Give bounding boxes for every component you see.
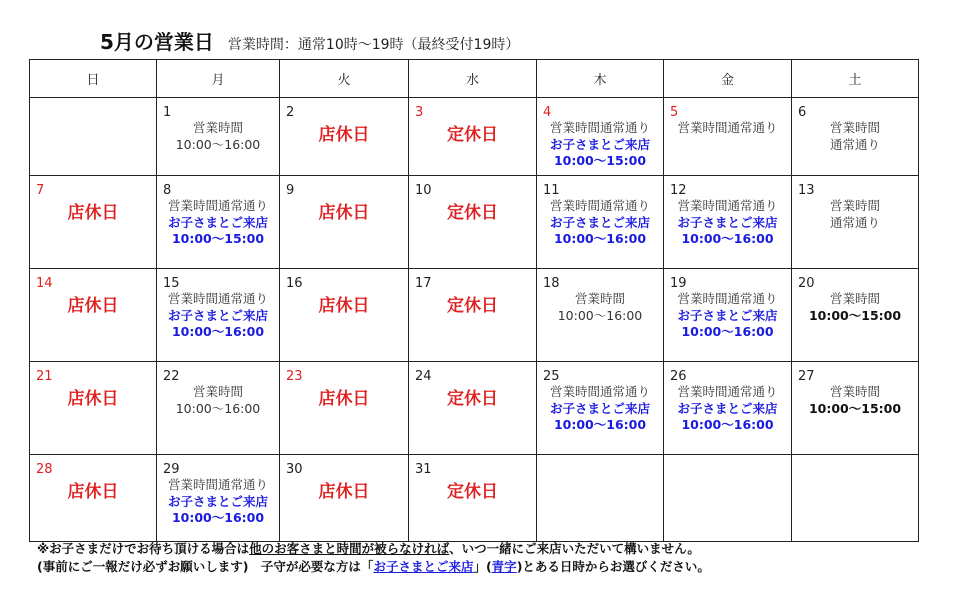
weekday-header-row bbox=[30, 60, 919, 98]
calendar-day-cell bbox=[409, 176, 537, 269]
hours-line: 通常通り bbox=[829, 136, 880, 152]
day-number: 17 bbox=[415, 276, 432, 291]
day-number: 2 bbox=[286, 105, 295, 120]
kids-visit-label: お子さまとご来店 bbox=[549, 400, 650, 416]
day-number: 15 bbox=[163, 276, 180, 291]
hours-info bbox=[664, 384, 791, 434]
day-number: 11 bbox=[543, 183, 560, 198]
hours-line: 10:00〜15:00 bbox=[808, 307, 902, 323]
calendar-day-cell bbox=[792, 269, 919, 362]
hours-info bbox=[537, 198, 663, 248]
weekday-wednesday: 水 bbox=[409, 60, 537, 98]
hours-line: 10:00〜16:00 bbox=[557, 307, 643, 323]
day-number: 18 bbox=[543, 276, 560, 291]
kids-visit-time: 10:00〜16:00 bbox=[553, 231, 647, 246]
day-number: 24 bbox=[415, 369, 432, 384]
calendar-day-cell bbox=[157, 176, 280, 269]
closed-label: 定休日 bbox=[447, 203, 498, 223]
closed-label: 定休日 bbox=[447, 389, 498, 409]
weekday-sunday: 日 bbox=[30, 60, 157, 98]
note-line-1 bbox=[37, 540, 710, 558]
closed-label: 定休日 bbox=[447, 125, 498, 145]
day-number: 3 bbox=[415, 105, 424, 120]
calendar-day-cell bbox=[280, 362, 409, 455]
note-line-2-b: 」( bbox=[473, 559, 492, 574]
hours-line: 営業時間 bbox=[192, 120, 243, 135]
calendar-day-cell bbox=[157, 269, 280, 362]
calendar-day-cell bbox=[30, 98, 157, 176]
calendar-week-row bbox=[30, 362, 919, 455]
hours-line: 10:00〜16:00 bbox=[175, 400, 261, 416]
normal-hours-text: 営業時間通常通り bbox=[167, 198, 268, 213]
hours-info bbox=[792, 120, 918, 153]
calendar-day-cell bbox=[792, 176, 919, 269]
closed-label: 店休日 bbox=[67, 296, 119, 316]
calendar-day-cell bbox=[537, 176, 664, 269]
kids-visit-time: 10:00〜16:00 bbox=[681, 324, 774, 339]
kids-visit-time: 10:00〜16:00 bbox=[171, 324, 265, 339]
calendar-day-cell bbox=[537, 455, 664, 542]
kids-visit-label: お子さまとご来店 bbox=[677, 307, 778, 323]
day-number: 14 bbox=[36, 276, 53, 291]
calendar-week-row bbox=[30, 176, 919, 269]
day-number: 4 bbox=[543, 105, 552, 120]
normal-hours-text: 営業時間通常通り bbox=[167, 477, 268, 492]
weekday-tuesday: 火 bbox=[280, 60, 409, 98]
calendar-week-row bbox=[30, 455, 919, 542]
normal-hours-text: 営業時間通常通り bbox=[549, 198, 650, 213]
day-number: 5 bbox=[670, 105, 679, 120]
hours-info bbox=[537, 384, 663, 434]
day-number: 7 bbox=[36, 183, 45, 198]
weekday-monday: 月 bbox=[157, 60, 280, 98]
calendar-day-cell bbox=[280, 455, 409, 542]
calendar-day-cell bbox=[792, 455, 919, 542]
hours-info bbox=[537, 291, 663, 324]
day-number: 21 bbox=[36, 369, 53, 384]
day-number: 31 bbox=[415, 462, 432, 477]
note-line-2-c: )とある日時からお選びください。 bbox=[516, 559, 710, 574]
kids-visit-label: お子さまとご来店 bbox=[549, 136, 650, 152]
kids-visit-label: お子さまとご来店 bbox=[677, 214, 778, 230]
day-number: 19 bbox=[670, 276, 687, 291]
calendar-day-cell bbox=[30, 362, 157, 455]
day-number: 28 bbox=[36, 462, 53, 477]
closed-label: 店休日 bbox=[318, 482, 370, 502]
hours-line: 営業時間 bbox=[829, 120, 880, 135]
hours-info bbox=[157, 291, 279, 341]
kids-visit-label: お子さまとご来店 bbox=[167, 493, 268, 509]
title-row bbox=[100, 26, 519, 58]
day-number: 30 bbox=[286, 462, 303, 477]
closed-label: 店休日 bbox=[318, 389, 370, 409]
note-line-2-kids: お子さまとご来店 bbox=[373, 559, 474, 574]
hours-line: 営業時間 bbox=[192, 384, 243, 399]
calendar-day-cell bbox=[664, 269, 792, 362]
calendar-day-cell bbox=[409, 269, 537, 362]
hours-info bbox=[792, 198, 918, 231]
kids-visit-time: 10:00〜15:00 bbox=[553, 153, 647, 168]
closed-label: 店休日 bbox=[318, 296, 370, 316]
hours-info bbox=[537, 120, 663, 170]
kids-visit-time: 10:00〜16:00 bbox=[553, 417, 647, 432]
note-line-1-b: 、いつ一緒にご来店いただいて構いません。 bbox=[449, 541, 700, 556]
kids-visit-time: 10:00〜15:00 bbox=[171, 231, 265, 246]
calendar-day-cell bbox=[409, 455, 537, 542]
closed-label: 店休日 bbox=[67, 203, 119, 223]
calendar-day-cell bbox=[280, 98, 409, 176]
hours-info bbox=[664, 120, 791, 137]
note-line-2 bbox=[37, 558, 710, 576]
calendar-day-cell bbox=[30, 176, 157, 269]
day-number: 27 bbox=[798, 369, 815, 384]
kids-visit-time: 10:00〜16:00 bbox=[681, 231, 774, 246]
hours-line: 営業時間 bbox=[829, 198, 880, 213]
normal-hours-text: 営業時間通常通り bbox=[677, 120, 778, 135]
hours-info bbox=[664, 198, 791, 248]
calendar-day-cell bbox=[664, 176, 792, 269]
hours-line: 営業時間 bbox=[829, 291, 880, 306]
hours-line: 営業時間 bbox=[829, 384, 880, 399]
normal-hours-text: 営業時間通常通り bbox=[677, 198, 778, 213]
calendar-day-cell bbox=[157, 362, 280, 455]
hours-line: 10:00〜16:00 bbox=[175, 136, 261, 152]
calendar-day-cell bbox=[537, 362, 664, 455]
normal-hours-text: 営業時間通常通り bbox=[677, 384, 778, 399]
normal-hours-text: 営業時間通常通り bbox=[167, 291, 268, 306]
calendar-day-cell bbox=[664, 98, 792, 176]
hours-info bbox=[664, 291, 791, 341]
hours-info bbox=[157, 477, 279, 527]
closed-label: 店休日 bbox=[67, 482, 119, 502]
calendar-day-cell bbox=[664, 455, 792, 542]
calendar-day-cell bbox=[664, 362, 792, 455]
calendar-day-cell bbox=[537, 98, 664, 176]
hours-line: 通常通り bbox=[829, 214, 880, 230]
day-number: 26 bbox=[670, 369, 687, 384]
day-number: 1 bbox=[163, 105, 172, 120]
note-line-2-a: (事前にご一報だけ必ずお願いします) 子守が必要な方は「 bbox=[37, 559, 374, 574]
day-number: 25 bbox=[543, 369, 560, 384]
hours-line: 営業時間 bbox=[574, 291, 625, 306]
day-number: 22 bbox=[163, 369, 180, 384]
note-line-1-a: ※お子さまだけでお待ち頂ける場合は bbox=[37, 541, 250, 556]
calendar-day-cell bbox=[409, 362, 537, 455]
weekday-thursday: 木 bbox=[537, 60, 664, 98]
hours-info bbox=[792, 384, 918, 417]
note-line-2-blue: 青字 bbox=[491, 559, 517, 574]
day-number: 23 bbox=[286, 369, 303, 384]
calendar-day-cell bbox=[792, 98, 919, 176]
kids-visit-time: 10:00〜16:00 bbox=[171, 510, 265, 525]
kids-visit-label: お子さまとご来店 bbox=[167, 214, 268, 230]
day-number: 6 bbox=[798, 105, 807, 120]
day-number: 10 bbox=[415, 183, 432, 198]
normal-hours-text: 営業時間通常通り bbox=[677, 291, 778, 306]
hours-info bbox=[157, 384, 279, 417]
normal-hours-text: 営業時間通常通り bbox=[549, 120, 650, 135]
calendar-day-cell bbox=[157, 98, 280, 176]
kids-visit-label: お子さまとご来店 bbox=[167, 307, 268, 323]
day-number: 9 bbox=[286, 183, 295, 198]
page-title: 5月の営業日 bbox=[100, 30, 214, 54]
weekday-friday: 金 bbox=[664, 60, 792, 98]
note-line-1-underlined: 他のお客さまと時間が被らなければ bbox=[249, 541, 450, 556]
closed-label: 店休日 bbox=[67, 389, 119, 409]
closed-label: 店休日 bbox=[318, 203, 370, 223]
closed-label: 店休日 bbox=[318, 125, 370, 145]
day-number: 16 bbox=[286, 276, 303, 291]
calendar-day-cell bbox=[30, 269, 157, 362]
notes bbox=[37, 540, 710, 576]
normal-hours-text: 営業時間通常通り bbox=[549, 384, 650, 399]
day-number: 12 bbox=[670, 183, 687, 198]
calendar-table bbox=[29, 59, 919, 542]
closed-label: 定休日 bbox=[447, 482, 498, 502]
calendar-day-cell bbox=[792, 362, 919, 455]
closed-label: 定休日 bbox=[447, 296, 498, 316]
kids-visit-label: お子さまとご来店 bbox=[677, 400, 778, 416]
calendar-day-cell bbox=[537, 269, 664, 362]
hours-info bbox=[157, 120, 279, 153]
day-number: 20 bbox=[798, 276, 815, 291]
calendar-day-cell bbox=[280, 269, 409, 362]
calendar-day-cell bbox=[280, 176, 409, 269]
hours-info bbox=[157, 198, 279, 248]
hours-info bbox=[792, 291, 918, 324]
weekday-saturday: 土 bbox=[792, 60, 919, 98]
calendar-week-row bbox=[30, 98, 919, 176]
hours-line: 10:00〜15:00 bbox=[808, 400, 902, 416]
calendar-week-row bbox=[30, 269, 919, 362]
business-hours-subtitle: 営業時間：通常10時〜19時（最終受付19時） bbox=[227, 37, 520, 53]
calendar-day-cell bbox=[409, 98, 537, 176]
day-number: 29 bbox=[163, 462, 180, 477]
day-number: 13 bbox=[798, 183, 815, 198]
calendar-day-cell bbox=[157, 455, 280, 542]
kids-visit-time: 10:00〜16:00 bbox=[681, 417, 774, 432]
kids-visit-label: お子さまとご来店 bbox=[549, 214, 650, 230]
day-number: 8 bbox=[163, 183, 172, 198]
calendar-day-cell bbox=[30, 455, 157, 542]
